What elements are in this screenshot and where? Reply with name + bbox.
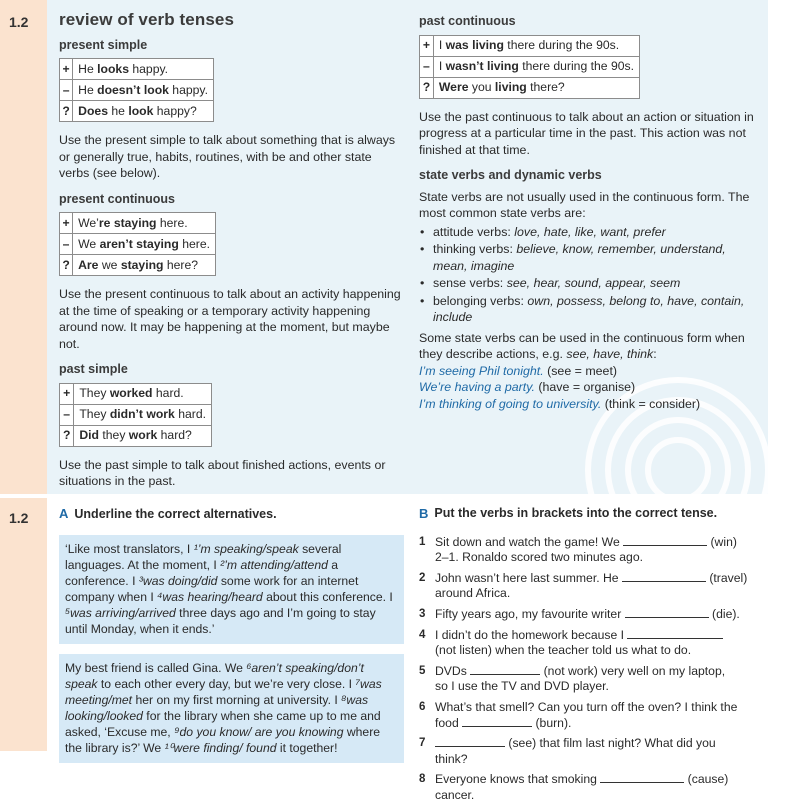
state-verbs-list [419,224,759,326]
example-row [60,425,212,446]
state-verb-label: belonging verbs: [433,293,528,308]
item-number: 2 [419,571,426,584]
answer-blank[interactable] [623,535,707,546]
example-sentence [419,396,759,413]
answer-blank[interactable] [600,772,684,783]
example-sentence: I wasn’t living there during the 90s. [433,56,639,77]
verb-prompt: (travel) [705,570,748,585]
example-sentence: Does he look happy? [73,101,214,122]
form-symbol: + [60,213,73,234]
example-row [420,56,640,77]
exercise-a-text-box [59,535,404,644]
left-column [59,12,404,499]
continuous-note-examples: see, have, think [566,347,654,361]
example-sentence: He looks happy. [73,59,214,80]
answer-blank[interactable] [462,716,532,727]
item-number: 1 [419,535,426,548]
page-title: review of verb tenses [59,10,235,29]
present-continuous-table [59,212,216,276]
item-number: 3 [419,607,426,620]
example-sentence [419,363,759,380]
example-row [60,59,214,80]
state-verb-examples: believe, know, remember, understand, mean, imagine [433,242,726,273]
answer-blank[interactable] [625,607,709,618]
example-row [420,35,640,56]
verb-prompt: (see) that film last night? What did you [505,736,716,751]
form-symbol: – [420,56,434,77]
example-text: We’re having a party. [419,380,535,394]
exercise-b-item: 3 Fifty years ago, my favourite writer (die). [419,606,740,621]
state-verb-examples: love, hate, like, want, prefer [514,224,666,239]
answer-alternatives[interactable]: ⁷was meeting/met [65,677,382,707]
item-number: 5 [419,664,426,677]
example-row [420,77,640,98]
verb-prompt: (burn). [532,715,572,730]
section-sidebar-bottom [0,498,47,751]
form-symbol: ? [60,101,73,122]
answer-blank[interactable] [470,664,540,675]
example-sentence: Are we staying here? [73,255,216,276]
item-number: 6 [419,700,426,713]
answer-blank[interactable] [622,571,706,582]
state-verbs-heading: state verbs and dynamic verbs [419,168,602,182]
exercise-b-item: 7 (see) that film last night? What did you think? [419,736,716,766]
example-sentence: I was living there during the 90s. [433,35,639,56]
section-number-top: 1.2 [9,14,29,30]
present-simple-explanation: Use the present simple to talk about something that is always or generally true, habits, routines, with be and other state verbs (see below). [59,133,396,180]
exercise-a-header [59,506,404,522]
exercise-a-paragraph-1[interactable]: ‘Like most translators, I ¹’m speaking/speak several languages. At the moment, I ²’m attending/attend a conference. I ³was doing/did some work for an internet company when I ⁴was hearing/heard about this conference. I ⁵was arriving/arrived three days ago and I’m going to stay until Monday, when it ends.’ [65,542,393,636]
exercise-b-instruction: Put the verbs in brackets into the correct tense. [434,506,718,520]
section-sidebar-top [0,0,47,494]
exercise-b-header [419,506,759,522]
past-continuous-explanation: Use the past continuous to talk about an action or situation in progress at a particular time in the past. This action was not finished at that time. [419,109,754,157]
form-symbol: ? [60,425,74,446]
answer-alternatives[interactable]: ⁹do you know/ are you knowing [174,725,344,739]
form-symbol: ? [420,77,434,98]
form-symbol: + [60,383,74,404]
example-sentence: We aren’t staying here. [73,234,216,255]
past-simple-table [59,383,212,447]
form-symbol: – [60,404,74,425]
example-gloss: (see = meet) [543,363,618,378]
answer-alternatives[interactable]: ¹’m speaking/speak [193,542,299,556]
item-number: 4 [419,628,426,641]
exercise-a [59,506,404,773]
example-row [60,383,212,404]
past-simple-heading: past simple [59,362,128,376]
answer-blank[interactable] [627,628,723,639]
answer-alternatives[interactable]: ²’m attending/attend [220,558,328,572]
item-number: 8 [419,773,426,786]
example-row [60,80,214,101]
right-column [419,12,759,412]
exercise-a-paragraph-2[interactable]: My best friend is called Gina. We ⁶aren’t speaking/don’t speak to each other every day, but we’re very close. I ⁷was meeting/met her on my first morning at university. I ⁸was looking/looked for the library when she came up to me and asked, ‘Excuse me, ⁹do you know/ are you knowing where the library is?’ We ¹⁰were finding/ found it together! [65,661,382,755]
present-continuous-explanation: Use the present continuous to talk about an activity happening at the time of speaking or a temporary activity happening around now. It may be happening at the moment, but maybe not. [59,287,401,351]
state-verb-examples: see, hear, sound, appear, seem [506,276,681,290]
present-continuous-heading: present continuous [59,191,175,206]
present-simple-table [59,58,214,122]
example-gloss: (think = consider) [601,396,701,411]
past-continuous-table [419,35,640,99]
example-row [60,213,216,234]
example-row [60,234,216,255]
form-symbol: + [60,59,73,80]
item-number: 7 [419,737,426,750]
example-sentence: Were you living there? [433,77,639,98]
example-text: I’m thinking of going to university. [419,396,602,411]
form-symbol: + [420,35,434,56]
form-symbol: ? [60,255,73,276]
state-verb-label: attitude verbs: [433,224,515,239]
continuous-note [419,330,759,363]
example-sentence: They worked hard. [74,383,212,404]
answer-alternatives[interactable]: ⁶aren’t speaking/don’t speak [65,661,364,691]
verb-prompt: (cause) [684,772,729,787]
exercise-b-item: 2 John wasn’t here last summer. He (travel) around Africa. [419,570,748,601]
example-sentence [419,379,759,396]
state-verbs-intro: State verbs are not usually used in the continuous form. The most common state verbs are: [419,189,750,220]
state-verb-item [419,293,759,326]
exercise-b-item: 1 Sit down and watch the game! We (win) 2–1. Ronaldo scored two minutes ago. [419,534,737,565]
verb-prompt: (die). [708,606,740,621]
answer-blank[interactable] [435,736,505,747]
answer-alternatives[interactable]: ⁸was looking/looked [65,693,369,723]
answer-alternatives[interactable]: ¹⁰were finding/ found [164,741,277,755]
past-continuous-heading: past continuous [419,14,516,28]
exercise-a-letter: A [59,506,69,521]
answer-alternatives[interactable]: ³was doing/did [138,574,218,588]
example-sentence: Did they work hard? [74,425,212,446]
verb-prompt: (win) [707,534,737,549]
answer-alternatives[interactable]: ⁵was arriving/arrived [65,606,176,620]
exercise-b-item: 6 What’s that smell? Can you turn off the oven? I think the food (burn). [419,699,738,730]
example-row [60,255,216,276]
example-text: I’m seeing Phil tonight. [419,363,544,378]
form-symbol: – [60,234,73,255]
example-sentence: They didn’t work hard. [74,404,212,425]
exercise-a-instruction: Underline the correct alternatives. [74,507,277,521]
state-verb-item [419,275,759,292]
example-row [60,101,214,122]
continuous-note-end: : [653,347,657,361]
section-number-bottom: 1.2 [9,510,29,526]
exercise-b-item: 8 Everyone knows that smoking (cause) cancer. [419,772,729,802]
form-symbol: – [60,80,73,101]
present-simple-heading: present simple [59,37,148,52]
example-sentence: He doesn’t look happy. [73,80,214,101]
continuous-note-text: Some state verbs can be used in the continuous form when they describe actions, e.g. [419,330,745,361]
past-simple-explanation: Use the past simple to talk about finished actions, events or situations in the past. [59,457,386,488]
state-verb-item [419,224,759,241]
state-verb-item [419,241,759,274]
exercise-b-item: 5 DVDs (not work) very well on my laptop, so I use the TV and DVD player. [419,663,726,694]
exercise-b-letter: B [419,506,429,521]
state-verb-label: thinking verbs: [433,242,517,256]
exercise-b-items [419,535,759,804]
example-row [60,404,212,425]
exercise-b [419,506,759,809]
exercise-b-item: 4 I didn’t do the homework because I (not listen) when the teacher told us what to do. [419,628,759,659]
state-verb-examples: own, possess, belong to, have, contain, include [433,293,745,324]
example-gloss: (have = organise) [534,380,636,394]
exercise-a-text-box [59,654,404,763]
example-sentence: We’re staying here. [73,213,216,234]
verb-prompt: (not work) very well on my laptop, [540,663,726,678]
state-verb-label: sense verbs: [433,276,507,290]
answer-alternatives[interactable]: ⁴was hearing/heard [157,590,263,604]
